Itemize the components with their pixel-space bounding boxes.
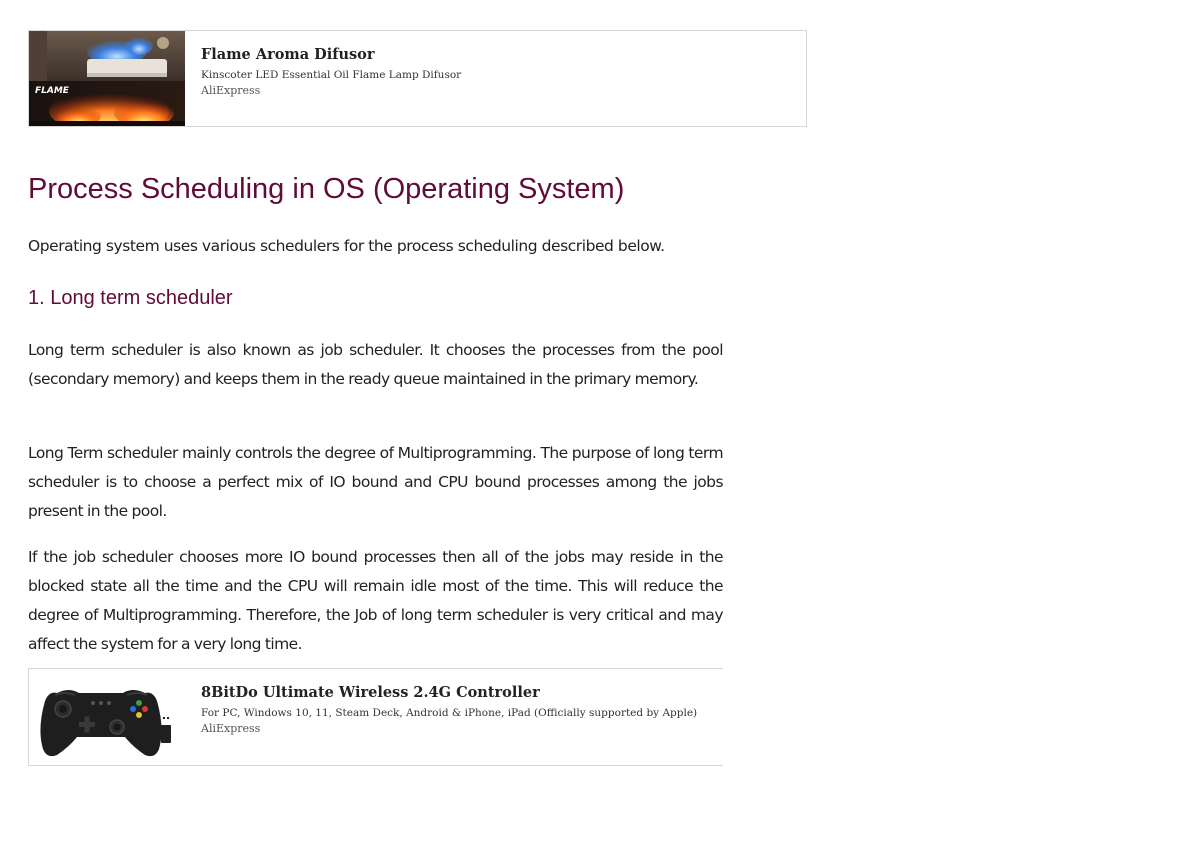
ad-text-block bbox=[201, 45, 796, 99]
intro-paragraph: Operating system uses various schedulers for the process scheduling described below. bbox=[28, 237, 665, 255]
page-title: Process Scheduling in OS (Operating System) bbox=[28, 173, 625, 205]
body-paragraph: Long term scheduler is also known as job scheduler. It chooses the processes from the pool (secondary memory) and keeps them in the ready queue maintained in the primary memory. bbox=[28, 341, 723, 388]
ad-title[interactable]: Flame Aroma Difusor bbox=[201, 46, 375, 63]
ad-source: AliExpress bbox=[201, 84, 261, 97]
ad-product-image[interactable] bbox=[29, 31, 185, 126]
ad-product-image[interactable] bbox=[29, 669, 185, 765]
ad-title[interactable]: 8BitDo Ultimate Wireless 2.4G Controller bbox=[201, 684, 540, 701]
ad-description: Kinscoter LED Essential Oil Flame Lamp Difusor bbox=[201, 69, 462, 81]
body-paragraph: If the job scheduler chooses more IO bound processes then all of the jobs may reside in the blocked state all the time and the CPU will remain idle most of the time. This will reduce the degree of Multiprogramming. Therefore, the Job of long term scheduler is very critical and may affect the system for a very long time. bbox=[28, 548, 723, 653]
section-heading-long-term-scheduler: 1. Long term scheduler bbox=[28, 287, 233, 309]
ad-thumb-brand-text: FLAME bbox=[35, 86, 69, 96]
ad-card-flame-diffuser[interactable] bbox=[28, 30, 807, 127]
body-paragraph: Long Term scheduler mainly controls the degree of Multiprogramming. The purpose of long term scheduler is to choose a perfect mix of IO bound and CPU bound processes among the jobs present in the pool. bbox=[28, 444, 723, 520]
flame-diffuser-product-icon bbox=[29, 31, 185, 126]
ad-description: For PC, Windows 10, 11, Steam Deck, Android & iPhone, iPad (Officially supported by Apple) bbox=[201, 707, 698, 719]
game-controller-product-icon bbox=[29, 669, 185, 765]
ad-card-controller[interactable] bbox=[28, 668, 723, 766]
ad-source: AliExpress bbox=[201, 722, 261, 735]
ad-text-block bbox=[201, 683, 713, 737]
